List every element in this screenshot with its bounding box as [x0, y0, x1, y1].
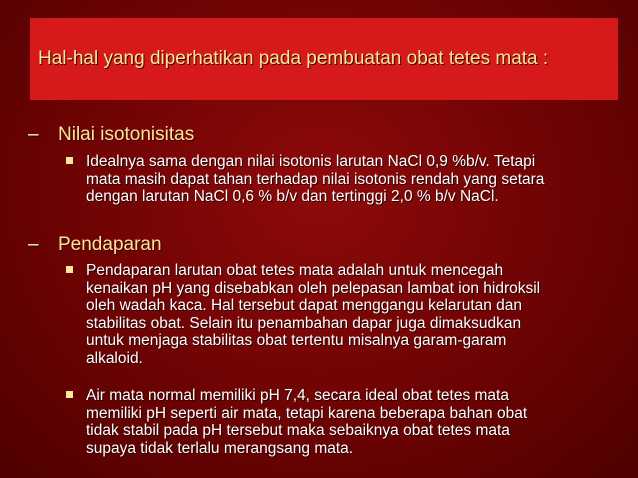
- bullet-text: [86, 387, 626, 457]
- bullet-line: tidak stabil pada pH tersebut maka sebaiknya obat tetes mata: [86, 422, 510, 439]
- square-bullet-icon: [66, 266, 73, 273]
- bullet-line: Idealnya sama dengan nilai isotonis larutan NaCl 0,9 %b/v. Tetapi: [86, 153, 536, 170]
- slide-title: Hal-hal yang diperhatikan pada pembuatan obat tetes mata :: [38, 48, 549, 69]
- bullet-line: Air mata normal memiliki pH 7,4, secara ideal obat tetes mata: [86, 387, 509, 404]
- square-bullet-icon: [66, 391, 73, 398]
- bullet-text: [86, 153, 626, 206]
- bullet-line: kenaikan pH yang disebabkan oleh pelepasan lambat ion hidroksil: [86, 279, 541, 297]
- title-box: [30, 18, 618, 100]
- bullet-line: supaya tidak terlalu merangsang mata.: [86, 439, 354, 457]
- section-heading: Pendaparan: [58, 234, 162, 255]
- bullet-line: alkaloid.: [86, 349, 143, 367]
- bullet-line: Pendaparan larutan obat tetes mata adalah untuk mencegah: [86, 262, 504, 279]
- bullet-line: stabilitas obat. Selain itu penambahan dapar juga dimaksudkan: [86, 314, 522, 332]
- bullet-line: oleh wadah kaca. Hal tersebut dapat menggangu kelarutan dan: [86, 297, 523, 314]
- section-heading: Nilai isotonisitas: [58, 124, 195, 145]
- square-bullet-icon: [66, 157, 73, 164]
- bullet-line: dengan larutan NaCl 0,6 % b/v dan tertinggi 2,0 % b/v NaCl.: [86, 188, 499, 205]
- dash-marker: –: [28, 234, 39, 255]
- dash-marker: –: [28, 124, 39, 145]
- bullet-line: untuk menjaga stabilitas obat tertentu misalnya garam-garam: [86, 332, 507, 349]
- bullet-line: mata masih dapat tahan terhadap nilai isotonis rendah yang setara: [86, 170, 545, 188]
- bullet-text: [86, 262, 626, 367]
- bullet-line: memiliki pH seperti air mata, tetapi karena beberapa bahan obat: [86, 404, 528, 422]
